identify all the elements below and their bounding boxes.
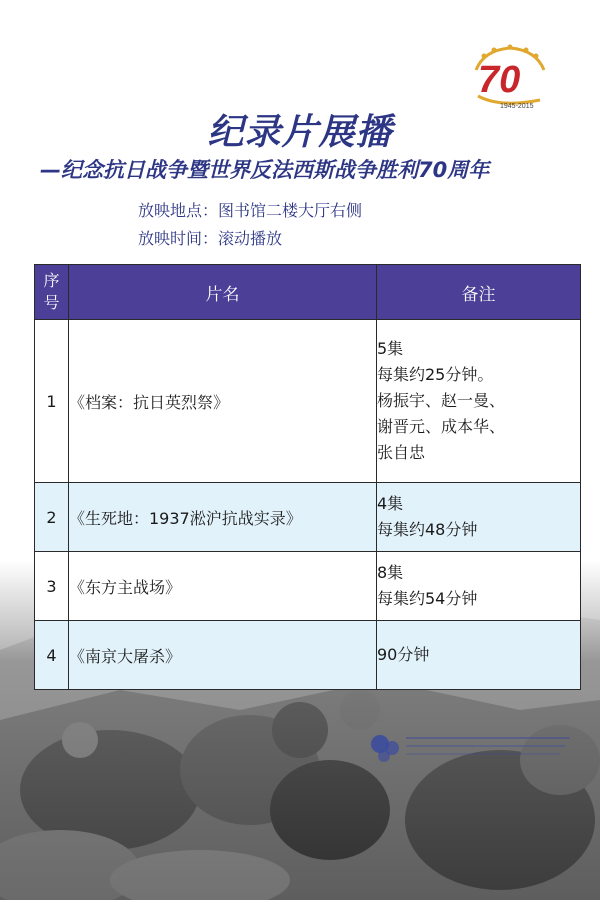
row-number: 1 (35, 320, 69, 483)
remark-line: 90分钟 (377, 645, 430, 664)
location-value: 图书馆二楼大厅右侧 (218, 201, 363, 220)
row-number: 3 (35, 552, 69, 621)
time-value: 滚动播放 (218, 229, 283, 248)
film-name: 《档案：抗日英烈祭》 (69, 320, 377, 483)
table-row (35, 483, 581, 552)
remark-line: 5集 (377, 339, 404, 358)
header-number-line1: 序 (43, 271, 60, 290)
remark-line: 杨振宇、赵一曼、 (377, 391, 506, 410)
time-label: 放映时间： (138, 229, 219, 248)
poster-subtitle: —纪念抗日战争暨世界反法西斯战争胜利70周年 (40, 158, 490, 182)
screening-location (138, 198, 362, 221)
remark-line: 每集约54分钟 (377, 589, 478, 608)
poster-title: 纪录片展播 (207, 112, 393, 153)
remark-line: 张自忠 (377, 443, 426, 462)
logo-years: 1945-2015 (500, 103, 534, 110)
film-remarks (377, 320, 581, 483)
screening-time (138, 226, 282, 249)
library-logo-icon (360, 722, 580, 778)
film-remarks (377, 552, 581, 621)
table-row (35, 621, 581, 690)
header-remarks: 备注 (377, 265, 581, 320)
remark-line: 每集约48分钟 (377, 520, 478, 539)
location-label: 放映地点： (138, 201, 219, 220)
remark-line: 每集约25分钟。 (377, 365, 494, 384)
film-name: 《南京大屠杀》 (69, 621, 377, 690)
remark-line: 8集 (377, 563, 404, 582)
table-row (35, 552, 581, 621)
logo-number: 70 (478, 59, 521, 101)
anniversary-70-icon (470, 42, 550, 112)
table-row (35, 320, 581, 483)
anniversary-70-logo (470, 42, 550, 112)
row-number: 2 (35, 483, 69, 552)
remark-line: 4集 (377, 494, 404, 513)
film-schedule-table (34, 264, 581, 690)
row-number: 4 (35, 621, 69, 690)
film-name: 《生死地：1937淞沪抗战实录》 (69, 483, 377, 552)
header-number-line2: 号 (43, 293, 60, 312)
header-film-name: 片名 (69, 265, 377, 320)
film-remarks (377, 483, 581, 552)
film-remarks (377, 621, 581, 690)
film-name: 《东方主战场》 (69, 552, 377, 621)
table-header-row (35, 265, 581, 320)
header-number (35, 265, 69, 320)
library-watermark (360, 722, 580, 778)
remark-line: 谢晋元、成本华、 (377, 417, 506, 436)
